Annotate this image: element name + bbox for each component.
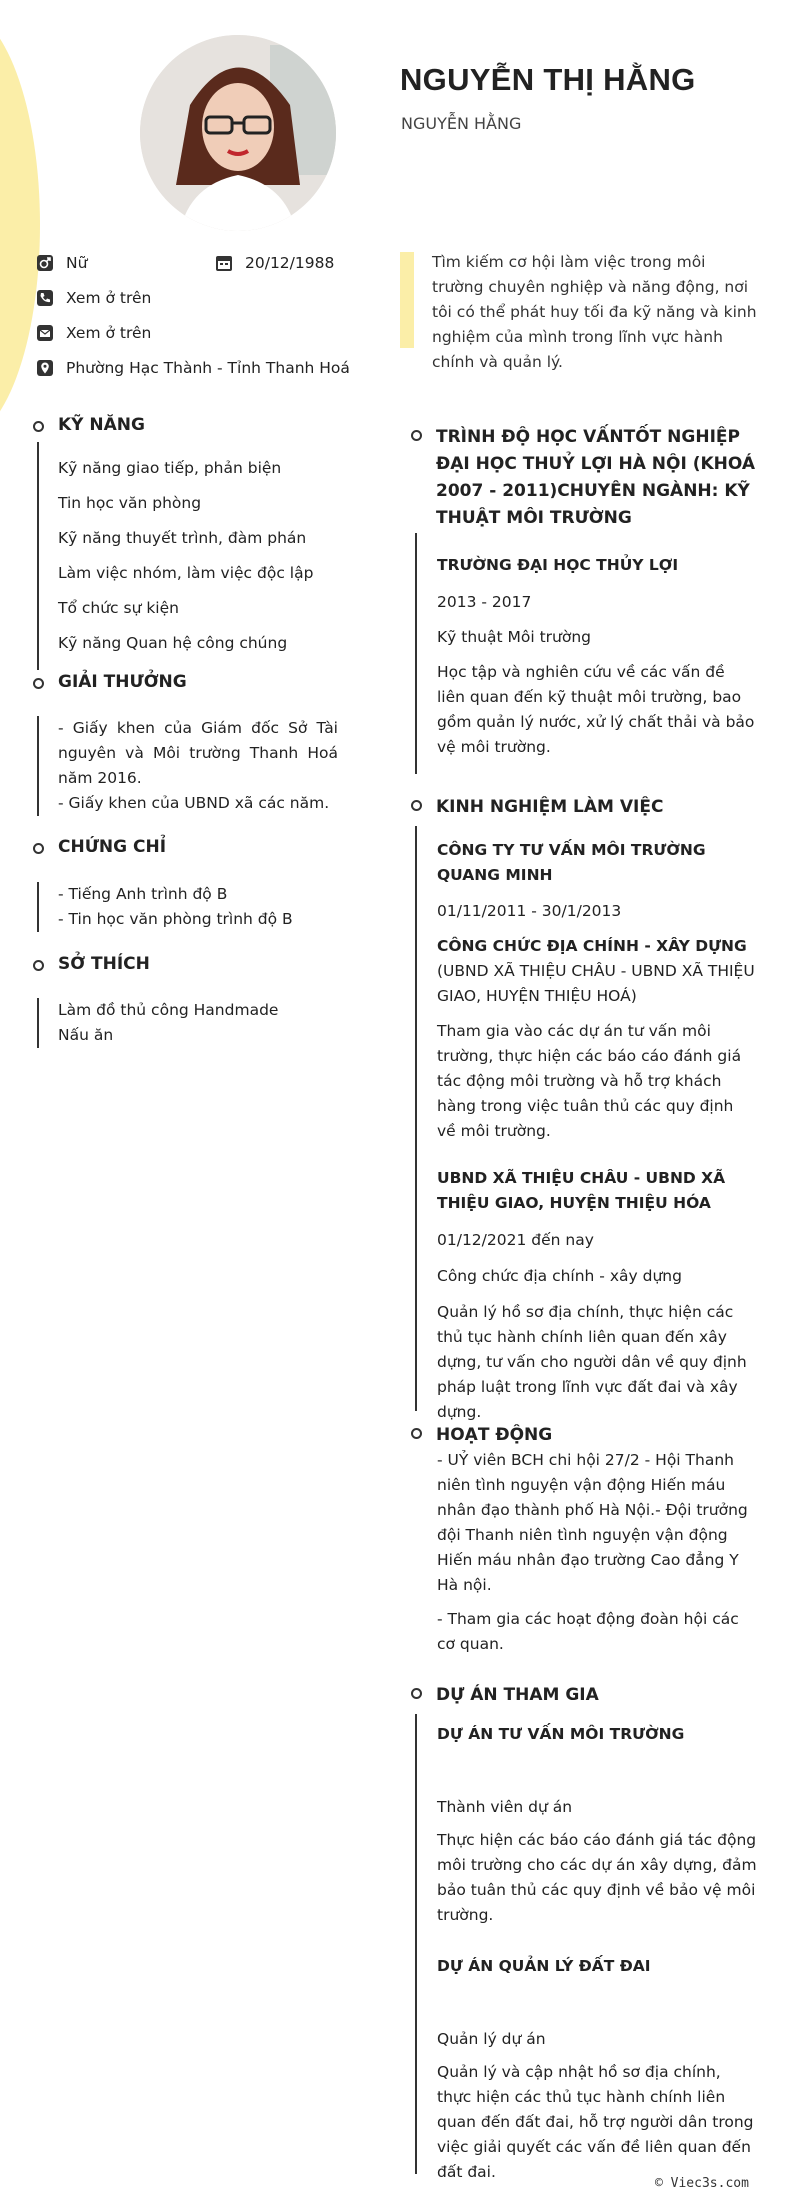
job-position: Công chức địa chính - xây dựng	[437, 1267, 682, 1285]
job-position	[437, 934, 757, 1009]
experience-line	[415, 826, 417, 1411]
education-period: 2013 - 2017	[437, 593, 532, 611]
phone-icon	[36, 289, 54, 307]
phone-row	[36, 289, 151, 307]
activities-item: - Tham gia các hoạt động đoàn hội các cơ quan.	[437, 1610, 739, 1653]
activities-bullet	[411, 1428, 422, 1439]
project-name: DỰ ÁN TƯ VẤN MÔI TRƯỜNG	[437, 1725, 685, 1743]
full-name: NGUYỄN THỊ HẰNG	[400, 62, 696, 97]
footer-credit: © Viec3s.com	[655, 2176, 749, 2191]
hobby-item: Nấu ăn	[58, 1026, 114, 1044]
awards-list	[58, 716, 338, 816]
job-position-title: CÔNG CHỨC ĐỊA CHÍNH - XÂY DỰNG	[437, 937, 747, 955]
awards-line	[37, 716, 39, 816]
avatar	[140, 35, 336, 231]
job-description: Tham gia vào các dự án tư vấn môi trường, thực hiện các báo cáo đánh giá tác động môi trường và hỗ trợ khách hàng trong việc tuân thủ các quy định về môi trường.	[437, 1022, 742, 1140]
experience-title: KINH NGHIỆM LÀM VIỆC	[436, 797, 664, 817]
awards-bullet	[33, 678, 44, 689]
job-description: Quản lý hồ sơ địa chính, thực hiện các thủ tục hành chính liên quan đến xây dựng, tư vấn cho người dân về quy định pháp luật trong lĩnh vực đất đai và xây dựng.	[437, 1303, 747, 1421]
decorative-arc	[0, 10, 40, 440]
activities-title: HOẠT ĐỘNG	[436, 1425, 553, 1445]
skill-item: Tổ chức sự kiện	[58, 599, 179, 617]
project-description: Quản lý và cập nhật hồ sơ địa chính, thực hiện các thủ tục hành chính liên quan đến đất đai, hỗ trợ người dân trong việc giải quyết các vấn đề liên quan đến đất đai.	[437, 2063, 754, 2181]
gender-text: Nữ	[66, 254, 88, 272]
certificates-title: CHỨNG CHỈ	[58, 837, 167, 857]
experience-bullet	[411, 800, 422, 811]
skills-bullet	[33, 421, 44, 432]
project-role: Thành viên dự án	[437, 1798, 573, 1816]
projects-title: DỰ ÁN THAM GIA	[436, 1685, 599, 1705]
hobbies-bullet	[33, 960, 44, 971]
education-school: TRƯỜNG ĐẠI HỌC THỦY LỢI	[437, 556, 679, 574]
job-position-org: (UBND XÃ THIỆU CHÂU - UBND XÃ THIỆU GIAO, HUYỆN THIỆU HOÁ)	[437, 962, 755, 1005]
project-description: Thực hiện các báo cáo đánh giá tác động môi trường cho các dự án xây dựng, đảm bảo tuân thủ các quy định về bảo vệ môi trường.	[437, 1831, 757, 1924]
skill-item: Kỹ năng giao tiếp, phản biện	[58, 459, 282, 477]
award-item: - Giấy khen của Giám đốc Sở Tài nguyên và Môi trường Thanh Hoá năm 2016.	[58, 719, 338, 787]
birthday-text: 20/12/1988	[245, 254, 335, 272]
activities-item: - UỶ viên BCH chi hội 27/2 - Hội Thanh niên tình nguyện vận động Hiến máu nhân đạo thành phố Hà Nội.- Đội trưởng đội Thanh niên tình nguyện vận động Hiến máu nhân đạo trường Cao đẳng Y Hà nội.	[437, 1451, 748, 1594]
certificates-list	[58, 882, 293, 932]
skill-item: Kỹ năng thuyết trình, đàm phán	[58, 529, 307, 547]
email-text: Xem ở trên	[66, 324, 152, 342]
certificate-item: - Tin học văn phòng trình độ B	[58, 910, 293, 928]
project-name: DỰ ÁN QUẢN LÝ ĐẤT ĐAI	[437, 1957, 651, 1975]
job-company: CÔNG TY TƯ VẤN MÔI TRƯỜNG QUANG MINH	[437, 841, 706, 884]
career-objective: Tìm kiếm cơ hội làm việc trong môi trường chuyên nghiệp và năng động, nơi tôi có thể phát huy tối đa kỹ năng và kinh nghiệm của mình trong lĩnh vực hành chính và quản lý.	[432, 253, 757, 371]
projects-bullet	[411, 1688, 422, 1699]
education-description: Học tập và nghiên cứu về các vấn đề liên quan đến kỹ thuật môi trường, bao gồm quản lý nước, xử lý chất thải và bảo vệ môi trường.	[437, 663, 755, 756]
objective-accent-bar	[400, 252, 414, 348]
gender-row	[36, 254, 87, 272]
skills-title: KỸ NĂNG	[58, 415, 145, 435]
education-line	[415, 533, 417, 774]
address-row	[36, 359, 350, 377]
certificate-item: - Tiếng Anh trình độ B	[58, 885, 228, 903]
skills-list	[58, 451, 313, 661]
project-role: Quản lý dự án	[437, 2030, 546, 2048]
birthday-row	[215, 254, 334, 272]
award-item: - Giấy khen của UBND xã các năm.	[58, 794, 330, 812]
address-text: Phường Hạc Thành - Tỉnh Thanh Hoá	[66, 359, 350, 377]
skill-item: Làm việc nhóm, làm việc độc lập	[58, 564, 314, 582]
job-period: 01/12/2021 đến nay	[437, 1231, 594, 1249]
education-bullet	[411, 430, 422, 441]
email-row	[36, 324, 151, 342]
hobby-item: Làm đồ thủ công Handmade	[58, 1001, 279, 1019]
projects-line	[415, 1714, 417, 2174]
hobbies-line	[37, 998, 39, 1048]
job-company: UBND XÃ THIỆU CHÂU - UBND XÃ THIỆU GIAO, HUYỆN THIỆU HÓA	[437, 1169, 726, 1212]
job-period: 01/11/2011 - 30/1/2013	[437, 902, 622, 920]
education-title: TRÌNH ĐỘ HỌC VẤNTỐT NGHIỆP ĐẠI HỌC THUỶ LỢI HÀ NỘI (KHOÁ 2007 - 2011)CHUYÊN NGÀNH: KỸ THUẬT MÔI TRƯỜNG	[436, 427, 756, 528]
skill-item: Kỹ năng Quan hệ công chúng	[58, 634, 288, 652]
email-icon	[36, 324, 54, 342]
skill-item: Tin học văn phòng	[58, 494, 202, 512]
calendar-icon	[215, 254, 233, 272]
hobbies-list	[58, 998, 278, 1048]
hobbies-title: SỞ THÍCH	[58, 954, 150, 974]
education-major: Kỹ thuật Môi trường	[437, 628, 592, 646]
nickname: NGUYỄN HẰNG	[401, 114, 522, 133]
phone-text: Xem ở trên	[66, 289, 152, 307]
certificates-bullet	[33, 843, 44, 854]
certificates-line	[37, 882, 39, 932]
awards-title: GIẢI THƯỞNG	[58, 672, 187, 692]
gender-icon	[36, 254, 54, 272]
location-icon	[36, 359, 54, 377]
skills-line	[37, 442, 39, 670]
